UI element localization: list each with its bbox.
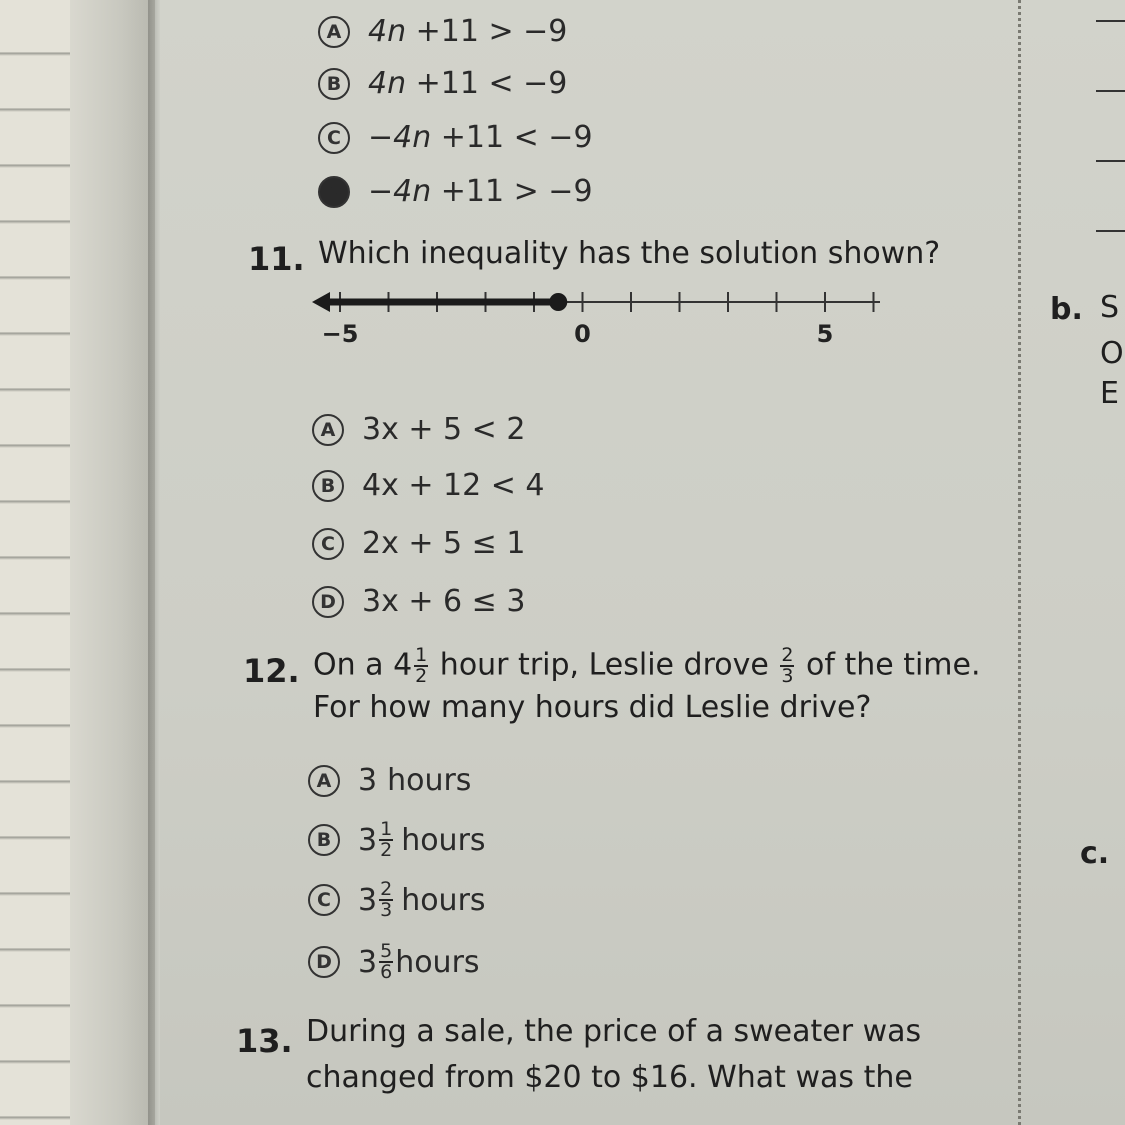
answer-line	[1096, 90, 1125, 92]
choice-bubble[interactable]: A	[308, 765, 340, 797]
choice-unit: hours	[401, 882, 486, 918]
page-edge-stack	[0, 0, 70, 1125]
endpoint-dot	[550, 294, 566, 310]
choice-unit: hours	[387, 763, 472, 798]
q11-choice-d[interactable]	[312, 584, 525, 619]
q10-choice-a[interactable]	[318, 14, 567, 49]
choice-unit: hours	[395, 944, 480, 980]
choice-rest: +11 > −9	[406, 14, 568, 49]
q12-choice-a[interactable]	[308, 763, 471, 798]
q12-text: of the time.	[796, 647, 981, 683]
choice-bubble[interactable]: D	[312, 586, 344, 618]
answer-line	[1096, 20, 1125, 22]
choice-whole: 3	[358, 882, 378, 918]
choice-rest: +11 > −9	[431, 174, 593, 209]
part-b-text-o: O	[1100, 336, 1124, 371]
q11-choice-c[interactable]	[312, 526, 525, 561]
solution-arrow-left	[312, 292, 330, 312]
fraction	[379, 820, 393, 860]
q12-text: hour trip, Leslie drove	[430, 647, 779, 683]
fraction-num: 1	[415, 644, 428, 666]
choice-bubble[interactable]: C	[308, 884, 340, 916]
choice-text: 4x + 12 < 4	[362, 468, 545, 503]
choice-unit: hours	[401, 822, 486, 858]
choice-rest: +11 < −9	[431, 120, 593, 155]
q12-choice-b[interactable]	[308, 820, 486, 860]
choice-var: 4n	[368, 66, 407, 101]
fraction	[414, 646, 428, 686]
q13-line2: changed from $20 to $16. What was the	[306, 1060, 913, 1095]
tick-label: 5	[816, 320, 834, 348]
choice-bubble[interactable]: C	[318, 122, 350, 154]
q11-prompt: Which inequality has the solution shown?	[318, 236, 941, 271]
choice-bubble[interactable]: A	[312, 414, 344, 446]
choice-whole: 3	[358, 944, 378, 980]
q12-choice-d[interactable]	[308, 942, 480, 982]
choice-pre: −	[368, 120, 394, 155]
choice-rest: +11 < −9	[406, 66, 568, 101]
fraction-num: 2	[781, 644, 794, 666]
part-c-label: c.	[1080, 836, 1110, 871]
fraction-den: 2	[415, 665, 428, 687]
fraction-den: 3	[781, 665, 794, 687]
fraction-den: 6	[380, 961, 393, 983]
q11-number-line	[300, 278, 880, 358]
choice-var: 4n	[393, 174, 432, 209]
choice-bubble[interactable]: A	[318, 16, 350, 48]
part-b-text-e: E	[1100, 376, 1119, 411]
answer-line	[1096, 230, 1125, 232]
tick-label: −5	[321, 320, 359, 348]
page-shadow	[148, 0, 160, 1125]
fraction-num: 2	[380, 878, 393, 900]
q12-line1	[313, 646, 981, 686]
q12-number: 12.	[243, 652, 300, 690]
choice-text: 3x + 5 < 2	[362, 412, 526, 447]
choice-bubble[interactable]: D	[308, 946, 340, 978]
choice-bubble[interactable]: B	[318, 68, 350, 100]
choice-bubble[interactable]: B	[312, 470, 344, 502]
choice-var: 4n	[368, 14, 407, 49]
choice-bubble[interactable]: B	[308, 824, 340, 856]
fraction	[379, 942, 393, 982]
answer-line	[1096, 160, 1125, 162]
fraction-num: 5	[380, 940, 393, 962]
q10-choice-b[interactable]	[318, 66, 567, 101]
choice-text: 3x + 6 ≤ 3	[362, 584, 526, 619]
q11-number: 11.	[248, 240, 305, 278]
column-divider	[1018, 0, 1021, 1125]
choice-bubble-filled[interactable]: D	[318, 176, 350, 208]
choice-text: 2x + 5 ≤ 1	[362, 526, 526, 561]
worksheet-page	[160, 0, 1125, 1125]
choice-pre: −	[368, 174, 394, 209]
q13-number: 13.	[236, 1022, 293, 1060]
choice-whole: 3	[358, 822, 378, 858]
part-b-label: b.	[1050, 292, 1083, 327]
page-edge-inner	[70, 0, 155, 1125]
tick-label: 0	[574, 320, 591, 348]
q12-choice-c[interactable]	[308, 880, 486, 920]
q10-choice-c[interactable]	[318, 120, 593, 155]
q10-choice-d[interactable]	[318, 174, 593, 209]
part-b-text: S	[1100, 290, 1120, 325]
fraction-den: 2	[380, 839, 393, 861]
q11-choice-a[interactable]	[312, 412, 525, 447]
fraction	[780, 646, 794, 686]
fraction-den: 3	[380, 899, 393, 921]
q13-line1: During a sale, the price of a sweater was	[306, 1014, 922, 1049]
choice-bubble[interactable]: C	[312, 528, 344, 560]
q11-choice-b[interactable]	[312, 468, 545, 503]
fraction	[379, 880, 393, 920]
q12-text: On a 4	[313, 647, 413, 683]
fraction-num: 1	[380, 818, 393, 840]
q12-line2: For how many hours did Leslie drive?	[313, 690, 872, 725]
choice-whole: 3	[358, 763, 378, 798]
choice-var: 4n	[393, 120, 432, 155]
